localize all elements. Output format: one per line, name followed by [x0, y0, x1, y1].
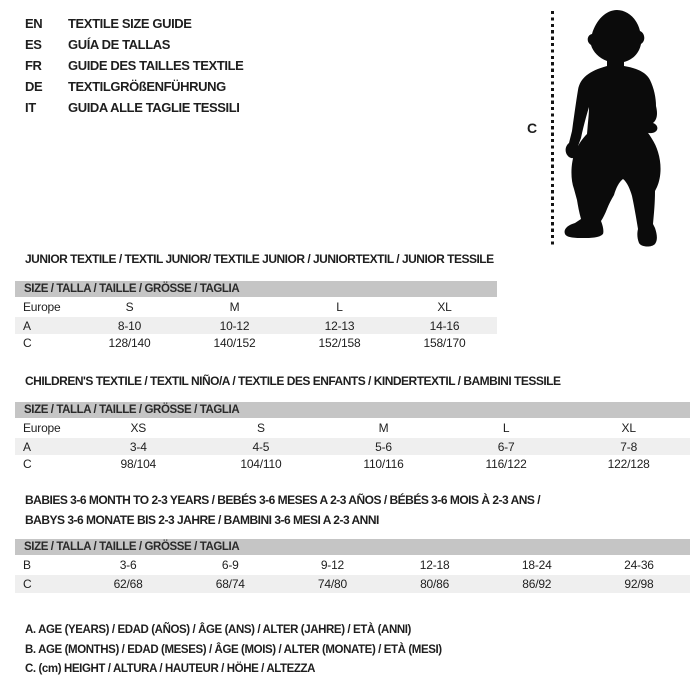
babies-table-title-line2: BABYS 3-6 MONATE BIS 2-3 JAHRE / BAMBINI 3-6 MESI A 2-3 ANNI [25, 513, 379, 527]
table-row-height [15, 575, 690, 593]
toddler-silhouette-icon [563, 10, 667, 248]
row-label: C [23, 456, 32, 471]
table-row-age-months [15, 555, 690, 575]
language-code: EN [25, 16, 43, 31]
row-label: A [23, 439, 31, 454]
table-row-height [15, 334, 497, 351]
value-cell: 74/80 [317, 577, 347, 591]
language-code: ES [25, 37, 42, 52]
footnotes [25, 621, 442, 680]
language-label: TEXTILE SIZE GUIDE [68, 16, 192, 31]
value-cell: 24-36 [624, 558, 654, 572]
size-cell: M [378, 421, 389, 435]
language-list [25, 13, 243, 118]
size-header-bar: SIZE / TALLA / TAILLE / GRÖSSE / TAGLIA [15, 281, 497, 297]
size-cell: S [256, 421, 265, 435]
language-code: FR [25, 58, 42, 73]
language-code: DE [25, 79, 43, 94]
row-label: C [23, 577, 32, 591]
value-cell: 68/74 [215, 577, 245, 591]
value-cell: 122/128 [607, 456, 650, 471]
row-label: Europe [23, 300, 61, 314]
size-header-bar: SIZE / TALLA / TAILLE / GRÖSSE / TAGLIA [15, 539, 690, 555]
value-cell: 104/110 [240, 456, 282, 471]
value-cell: 4-5 [252, 439, 270, 454]
size-cell: XL [437, 300, 452, 314]
value-cell: 98/104 [120, 456, 157, 471]
language-row-it [25, 97, 243, 118]
value-cell: 14-16 [429, 318, 460, 333]
value-cell: 80/86 [420, 577, 450, 591]
language-row-fr [25, 55, 243, 76]
value-cell: 18-24 [521, 558, 552, 572]
language-label: TEXTILGRÖßENFÜHRUNG [68, 79, 226, 94]
value-cell: 12-18 [419, 558, 450, 572]
row-label: C [23, 335, 32, 350]
language-label: GUIDE DES TAILLES TEXTILE [68, 58, 244, 73]
height-dashed-line [551, 11, 554, 247]
footnote-c: C. (cm) HEIGHT / ALTURA / HAUTEUR / HÖHE / ALTEZZA [25, 663, 316, 675]
babies-table [15, 539, 690, 593]
value-cell: 7-8 [620, 439, 638, 454]
row-label: Europe [23, 421, 61, 435]
language-row-en [25, 13, 243, 34]
language-row-es [25, 34, 243, 55]
table-row-europe [15, 418, 690, 438]
value-cell: 110/116 [363, 456, 404, 471]
value-cell: 12-13 [324, 318, 355, 333]
row-label: B [23, 558, 31, 572]
value-cell: 116/122 [485, 456, 527, 471]
junior-table [15, 281, 497, 351]
children-table-title: CHILDREN'S TEXTILE / TEXTIL NIÑO/A / TEXTILE DES ENFANTS / KINDERTEXTIL / BAMBINI TESSILE [25, 374, 561, 388]
value-cell: 10-12 [219, 318, 250, 333]
table-row-europe [15, 297, 497, 317]
size-cell: S [125, 300, 134, 314]
size-cell: XS [130, 421, 147, 435]
row-label: A [23, 318, 31, 333]
language-label: GUÍA DE TALLAS [68, 37, 171, 52]
footnote-b: B. AGE (MONTHS) / EDAD (MESES) / ÂGE (MOIS) / ALTER (MONATE) / ETÀ (MESI) [25, 643, 442, 656]
height-measure-label: C [527, 120, 538, 136]
value-cell: 3-4 [129, 439, 147, 454]
size-cell: L [336, 300, 343, 314]
size-cell: M [229, 300, 240, 314]
value-cell: 5-6 [375, 439, 392, 454]
footnote-a: A. AGE (YEARS) / EDAD (AÑOS) / ÂGE (ANS) / ALTER (JAHRE) / ETÀ (ANNI) [25, 624, 411, 636]
value-cell: 152/158 [318, 335, 361, 350]
value-cell: 86/92 [522, 577, 552, 591]
value-cell: 140/152 [213, 335, 256, 350]
value-cell: 128/140 [108, 335, 151, 350]
size-cell: L [502, 421, 510, 435]
value-cell: 158/170 [423, 335, 466, 350]
size-header-bar: SIZE / TALLA / TAILLE / GRÖSSE / TAGLIA [15, 402, 690, 418]
children-table [15, 402, 690, 472]
value-cell: 8-10 [117, 318, 142, 333]
value-cell: 62/68 [113, 577, 143, 591]
language-code: IT [25, 100, 36, 115]
value-cell: 3-6 [119, 558, 137, 572]
table-row-age [15, 438, 690, 455]
value-cell: 6-9 [221, 558, 239, 572]
babies-table-title-line1: BABIES 3-6 MONTH TO 2-3 YEARS / BEBÉS 3-6 MESES A 2-3 AÑOS / BÉBÉS 3-6 MOIS À 2-3 ANS / [25, 493, 541, 507]
value-cell: 9-12 [320, 558, 345, 572]
language-label: GUIDA ALLE TAGLIE TESSILI [68, 100, 240, 115]
language-row-de [25, 76, 243, 97]
junior-table-title: JUNIOR TEXTILE / TEXTIL JUNIOR/ TEXTILE JUNIOR / JUNIORTEXTIL / JUNIOR TESSILE [25, 252, 494, 266]
table-row-height [15, 455, 690, 472]
size-cell: XL [621, 421, 636, 435]
value-cell: 92/98 [624, 577, 654, 591]
table-row-age [15, 317, 497, 334]
value-cell: 6-7 [497, 439, 515, 454]
